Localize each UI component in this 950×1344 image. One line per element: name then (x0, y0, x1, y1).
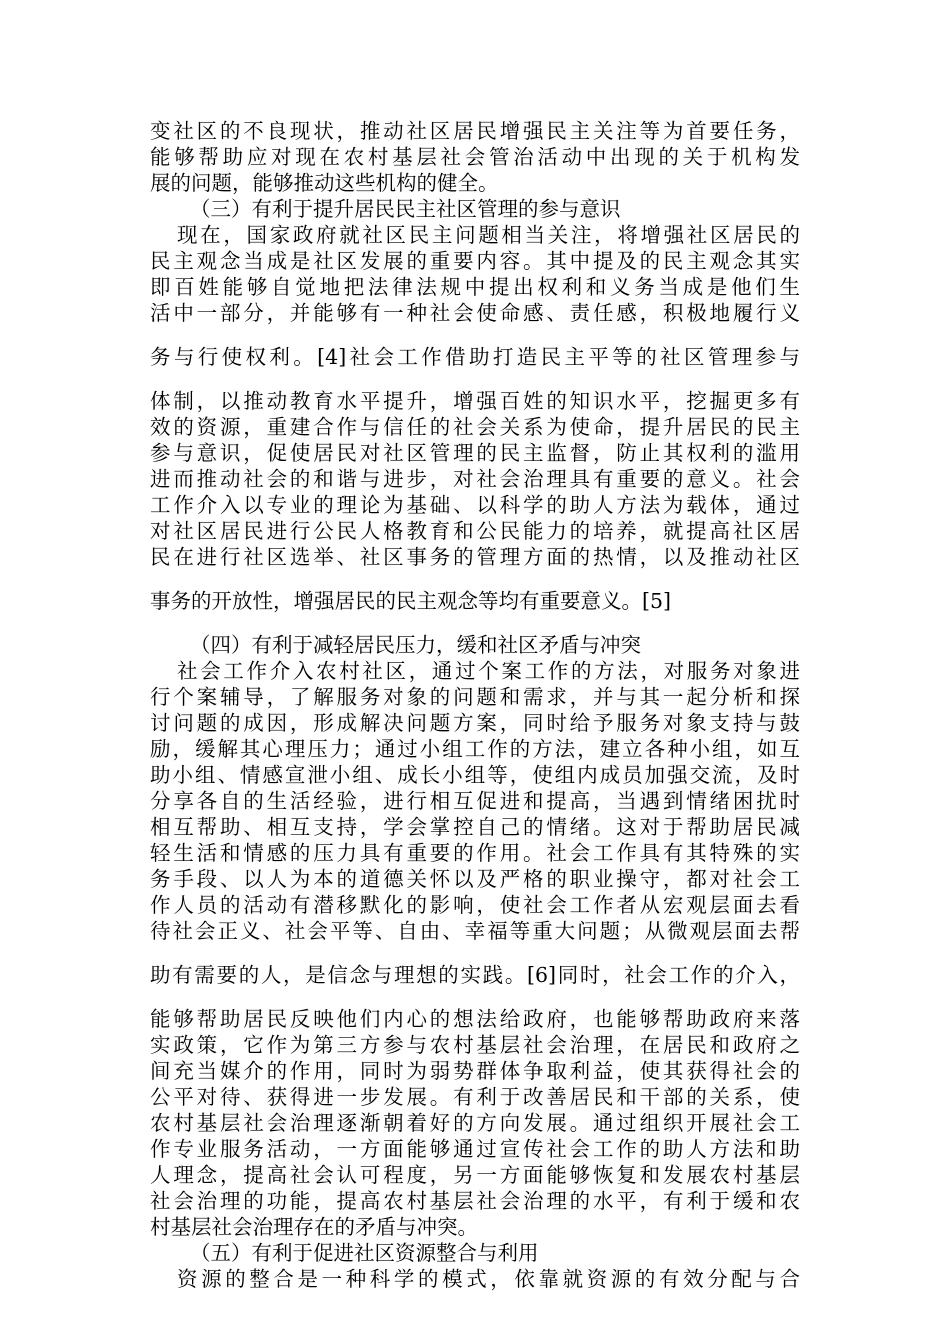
text-line: 社会治理的功能，提高农村基层社会治理的水平，有利于缓和农 (150, 1189, 800, 1213)
text-line: 讨问题的成因，形成解决问题方案，同时给予服务对象支持与鼓 (150, 711, 800, 735)
section-heading: （三）有利于提升居民民主社区管理的参与意识 (190, 197, 621, 221)
text-line: 农村基层社会治理逐渐朝着好的方向发展。通过组织开展社会工 (150, 1111, 800, 1135)
text-line: 工作介入以专业的理论为基础、以科学的助人方法为载体，通过 (150, 493, 800, 517)
text-line: 民在进行社区选举、社区事务的管理方面的热情，以及推动社区 (150, 545, 800, 569)
text-line: 作人员的活动有潜移默化的影响，使社会工作者从宏观层面去看 (150, 893, 800, 917)
text-line: 助小组、情感宣泄小组、成长小组等，使组内成员加强交流，及时 (150, 763, 800, 787)
text-line: 待社会正义、社会平等、自由、幸福等重大问题；从微观层面去帮 (150, 919, 800, 943)
text-line: 分享各自的生活经验，进行相互促进和提高，当遇到情绪困扰时 (150, 789, 800, 813)
text-line: 相互帮助、相互支持，学会掌控自己的情绪。这对于帮助居民减 (150, 815, 800, 839)
text-line: 公平对待、获得进一步发展。有利于改善居民和干部的关系，使 (150, 1085, 800, 1109)
document-body (150, 118, 800, 1292)
text-line: 务手段、以人为本的道德关怀以及严格的职业操守，都对社会工 (150, 867, 800, 891)
text-line: 即百姓能够自觉地把法律法规中提出权利和义务当成是他们生 (150, 275, 800, 299)
text-line: 务与行使权利。[4]社会工作借助打造民主平等的社区管理参与 (150, 345, 800, 369)
text-line: 能够帮助应对现在农村基层社会管治活动中出现的关于机构发 (150, 145, 800, 169)
text-line: 效的资源，重建合作与信任的社会关系为使命，提升居民的民主 (150, 415, 800, 439)
section-heading: （五）有利于促进社区资源整合与利用 (190, 1241, 539, 1265)
text-line: 变社区的不良现状，推动社区居民增强民主关注等为首要任务， (150, 119, 800, 143)
text-line: 间充当媒介的作用，同时为弱势群体争取利益，使其获得社会的 (150, 1059, 800, 1083)
text-line: 行个案辅导，了解服务对象的问题和需求，并与其一起分析和探 (150, 685, 800, 709)
text-line: 能够帮助居民反映他们内心的想法给政府，也能够帮助政府来落 (150, 1007, 800, 1031)
text-line: 助有需要的人，是信念与理想的实践。[6]同时，社会工作的介入， (150, 963, 800, 987)
text-line: 进而推动社会的和谐与进步，对社会治理具有重要的意义。社会 (150, 467, 800, 491)
text-line: 事务的开放性，增强居民的民主观念等均有重要意义。[5] (150, 589, 672, 613)
text-line: 体制，以推动教育水平提升，增强百姓的知识水平，挖掘更多有 (150, 389, 800, 413)
text-line: 人理念，提高社会认可程度，另一方面能够恢复和发展农村基层 (150, 1163, 800, 1187)
text-line: 作专业服务活动，一方面能够通过宣传社会工作的助人方法和助 (150, 1137, 800, 1161)
text-line: 资源的整合是一种科学的模式，依靠就资源的有效分配与合 (177, 1267, 800, 1291)
text-line: 活中一部分，并能够有一种社会使命感、责任感，积极地履行义 (150, 301, 800, 325)
text-line: 参与意识，促使居民对社区管理的民主监督，防止其权利的滥用 (150, 441, 800, 465)
text-line: 实政策，它作为第三方参与农村基层社会治理，在居民和政府之 (150, 1033, 800, 1057)
text-line: 现在，国家政府就社区民主问题相当关注，将增强社区居民的 (177, 223, 800, 247)
section-heading: （四）有利于减轻居民压力，缓和社区矛盾与冲突 (190, 633, 641, 657)
text-line: 村基层社会治理存在的矛盾与冲突。 (150, 1215, 478, 1239)
text-line: 展的问题，能够推动这些机构的健全。 (150, 171, 499, 195)
text-line: 社会工作介入农村社区，通过个案工作的方法，对服务对象进 (177, 659, 800, 683)
text-line: 励，缓解其心理压力；通过小组工作的方法，建立各种小组，如互 (150, 737, 800, 761)
text-line: 轻生活和情感的压力具有重要的作用。社会工作具有其特殊的实 (150, 841, 800, 865)
text-line: 对社区居民进行公民人格教育和公民能力的培养，就提高社区居 (150, 519, 800, 543)
text-line: 民主观念当成是社区发展的重要内容。其中提及的民主观念其实 (150, 249, 800, 273)
